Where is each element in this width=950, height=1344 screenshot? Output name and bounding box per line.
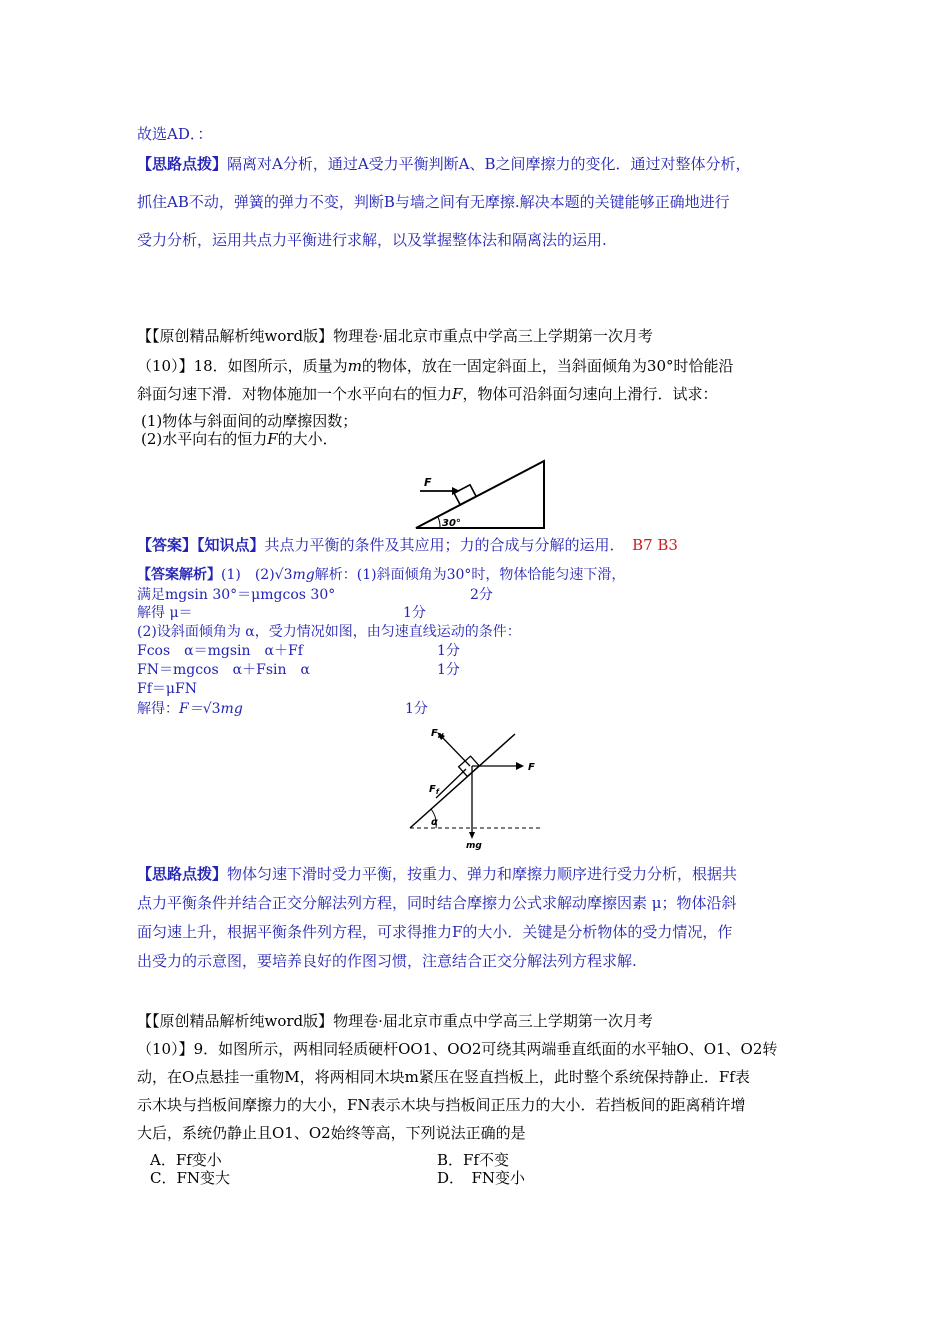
knowledge-point-tag: 【知识点】: [197, 536, 265, 554]
q18-text: （10）】18．如图所示，质量为: [137, 357, 348, 375]
answer-tag: 【答案】: [137, 536, 198, 554]
q9-header-line-1: 【【原创精品解析纯word版】物理卷·届北京市重点中学高三上学期第一次月考: [137, 1012, 653, 1030]
previous-tip-line-1: [137, 154, 751, 174]
q18-text: 的大小．: [277, 430, 338, 448]
q18-answer-line: [137, 535, 678, 555]
analysis-tag: 【答案解析】: [137, 567, 221, 583]
q18-header-line-1: 【【原创精品解析纯word版】物理卷·届北京市重点中学高三上学期第一次月考: [137, 327, 653, 345]
equation-3: (2)设斜面倾角为 α，受力情况如图，由匀速直线运动的条件：: [137, 624, 521, 640]
equation-text: 满足mgsin 30°＝μmgcos 30°: [137, 587, 336, 603]
equation-text: 解得：: [137, 701, 179, 717]
analysis-line: [137, 565, 625, 585]
sqrt-symbol: √3: [274, 567, 293, 583]
mg-symbol: mg: [292, 567, 315, 583]
q18-tip-line-2: 点力平衡条件并结合正交分解法列方程，同时结合摩擦力公式求解动摩擦因素 μ；物体沿斜: [137, 894, 737, 912]
q18-text: 的物体，放在一固定斜面上，当斜面倾角为30°时恰能沿: [361, 357, 734, 375]
q9-line-5: 大后，系统仍静止且O1、O2始终等高，下列说法正确的是: [137, 1124, 526, 1142]
q18-sub-question-2: [141, 429, 338, 449]
equation-text: 解得 μ＝: [137, 605, 193, 621]
applied-force-arrowhead: [516, 762, 524, 770]
block: [454, 485, 476, 505]
q18-text: ，物体可沿斜面匀速向上滑行．试求：: [462, 385, 718, 403]
incline-line: [410, 734, 515, 828]
force-symbol: F: [452, 385, 463, 403]
equation-6: Ff＝μFN: [137, 681, 197, 697]
equation-text: FN＝mgcos α＋Fsin α: [137, 662, 310, 678]
score: 1分: [437, 643, 460, 659]
force-diagram: [400, 722, 550, 850]
normal-force-arrow: [440, 735, 470, 766]
angle-label: 30°: [442, 518, 461, 529]
option-d: D． FN变小: [437, 1169, 526, 1187]
q18-text: 斜面匀速下滑．对物体施加一个水平向右的恒力: [137, 385, 453, 403]
angle-arc: [438, 517, 440, 528]
previous-tip-line-2: 抓住AB不动，弹簧的弹力不变，判断B与墙之间有无摩擦.解决本题的关键能够正确地进行: [137, 193, 730, 211]
q18-tip-line-4: 出受力的示意图，要培养良好的作图习惯，注意结合正交分解法列方程求解.: [137, 952, 637, 970]
q18-text: (2)水平向右的恒力: [141, 430, 268, 448]
knowledge-point-text: 共点力平衡的条件及其应用；力的合成与分解的运用．: [264, 536, 618, 554]
mg-symbol: mg: [220, 701, 243, 717]
knowledge-point-codes: B7 B3: [632, 536, 678, 554]
gravity-label: mg: [466, 841, 482, 851]
analysis-text: 解析：(1)斜面倾角为30°时，物体恰能匀速下滑，: [314, 567, 626, 583]
q18-header-line-2: [137, 356, 734, 376]
incline-triangle: [416, 461, 544, 528]
force-label: F: [424, 476, 432, 489]
q18-header-line-3: [137, 384, 717, 404]
friction-force-arrow: [436, 769, 466, 798]
sqrt-symbol: √3: [202, 701, 221, 717]
q18-tip-line-3: 面匀速上升，根据平衡条件列方程，可求得推力F的大小．关键是分析物体的受力情况，作: [137, 923, 733, 941]
applied-force-label: F: [528, 762, 535, 773]
q9-line-2: （10）】9．如图所示，两相同轻质硬杆OO1、OO2可绕其两端垂直纸面的水平轴O、O1、O2转: [137, 1040, 778, 1058]
tip-text: 隔离对A分析，通过A受力平衡判断A、B之间摩擦力的变化．通过对整体分析，: [227, 155, 751, 173]
score: 1分: [403, 605, 426, 621]
score: 2分: [470, 587, 493, 603]
option-a: A．Ff变小: [150, 1151, 222, 1169]
tip-tag: 【思路点拨】: [137, 865, 228, 883]
normal-force-label: $F_N$: [431, 728, 444, 740]
friction-force-label: $F_f$: [429, 784, 439, 796]
q9-line-4: 示木块与挡板间摩擦力的大小，FN表示木块与挡板间正压力的大小．若挡板间的距离稍许增: [137, 1096, 746, 1114]
score: 1分: [405, 701, 428, 717]
equation-5: [137, 660, 460, 680]
mass-symbol: m: [347, 357, 362, 375]
force-symbol: F: [267, 430, 278, 448]
gravity-arrowhead: [469, 832, 475, 839]
equation-4: [137, 641, 460, 661]
incline-figure: [410, 456, 550, 532]
equation-7: [137, 699, 428, 719]
equation-2: [137, 603, 426, 623]
previous-answer-choice: 故选AD．：: [137, 125, 213, 143]
q9-line-3: 动，在O点悬挂一重物M，将两相同木块m紧压在竖直挡板上，此时整个系统保持静止．Ff表: [137, 1068, 750, 1086]
previous-tip-line-3: 受力分析，运用共点力平衡进行求解，以及掌握整体法和隔离法的运用.: [137, 231, 607, 249]
angle-label: α: [431, 817, 438, 828]
q18-sub-question-1: (1)物体与斜面间的动摩擦因数；: [141, 412, 358, 430]
equation-text: F＝: [179, 701, 203, 717]
option-b: B．Ff不变: [437, 1151, 509, 1169]
option-c: C．FN变大: [150, 1169, 231, 1187]
tip-text: 物体匀速下滑时受力平衡，按重力、弹力和摩擦力顺序进行受力分析，根据共: [227, 865, 738, 883]
analysis-text: (1) (2): [221, 567, 275, 583]
score: 1分: [437, 662, 460, 678]
q18-tip-line-1: [137, 864, 737, 884]
equation-1: [137, 585, 493, 605]
tip-tag: 【思路点拨】: [137, 155, 228, 173]
equation-text: Fcos α＝mgsin α＋Ff: [137, 643, 303, 659]
